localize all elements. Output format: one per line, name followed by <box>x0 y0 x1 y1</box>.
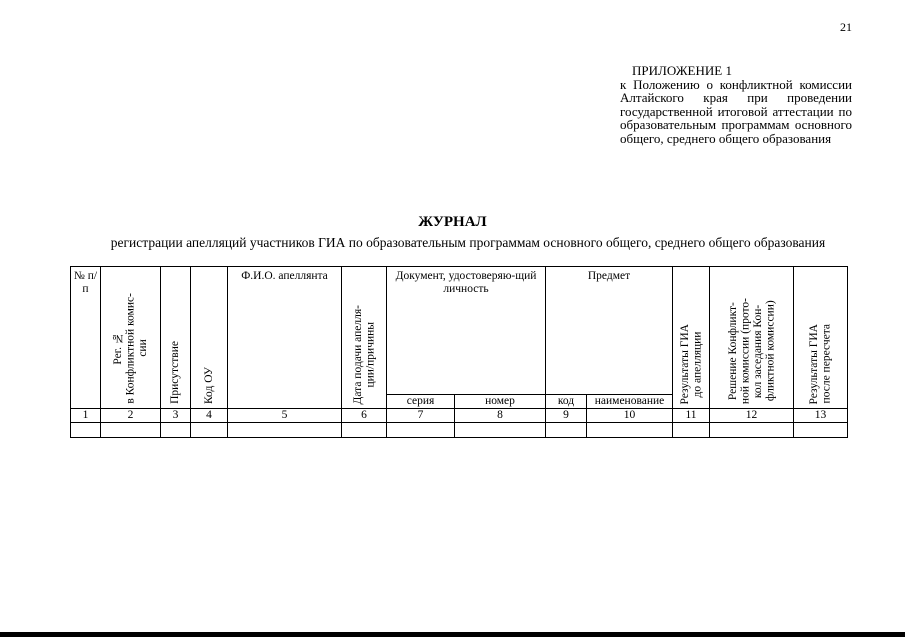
header-date: Дата подачи апелля- ции/причины <box>342 267 387 409</box>
header-attendance: Присутствие <box>161 267 191 409</box>
column-number: 1 <box>71 409 101 423</box>
page-number: 21 <box>840 20 852 34</box>
table-cell <box>455 423 546 438</box>
table-cell <box>101 423 161 438</box>
header-ou-code: Код ОУ <box>191 267 228 409</box>
table-cell <box>161 423 191 438</box>
table-cell <box>710 423 794 438</box>
table-cell <box>794 423 848 438</box>
subheader-name: наименование <box>587 395 673 409</box>
header-num: № п/п <box>71 267 101 409</box>
table-cell <box>191 423 228 438</box>
table-cell <box>342 423 387 438</box>
table-cell <box>71 423 101 438</box>
column-number: 8 <box>455 409 546 423</box>
subheader-series: серия <box>387 395 455 409</box>
journal-title: ЖУРНАЛ <box>418 214 487 230</box>
empty-row <box>71 423 848 438</box>
appendix-text: к Положению о конфликтной комиссии Алтайского края при проведении государственной итоговой аттестации по образовательным программам основного общего, среднего общего образования <box>620 76 852 146</box>
header-decision: Решение Конфликт- ной комиссии (прото- кол заседания Кон- фликтной комиссии) <box>710 267 794 409</box>
header-results-before: Результаты ГИА до апелляции <box>673 267 710 409</box>
column-number: 10 <box>587 409 673 423</box>
subheader-code: код <box>546 395 587 409</box>
column-number: 11 <box>673 409 710 423</box>
column-number: 5 <box>228 409 342 423</box>
column-number: 9 <box>546 409 587 423</box>
header-fio: Ф.И.О. апеллянта <box>228 267 342 409</box>
subheader-number: номер <box>455 395 546 409</box>
bottom-scan-border <box>0 632 905 637</box>
journal-subtitle: регистрации апелляций участников ГИА по образовательным программам основного общего, среднего общего образования <box>110 235 826 250</box>
appendix-title: ПРИЛОЖЕНИЕ 1 <box>632 63 732 78</box>
column-number: 12 <box>710 409 794 423</box>
table-cell <box>228 423 342 438</box>
column-number: 13 <box>794 409 848 423</box>
header-row <box>71 267 848 395</box>
table-cell <box>587 423 673 438</box>
table-cell <box>387 423 455 438</box>
appeals-register-table <box>70 266 848 438</box>
header-reg-number: Рег. № в Конфликтной комис- сии <box>101 267 161 409</box>
column-number: 3 <box>161 409 191 423</box>
header-subject: Предмет <box>546 267 673 395</box>
column-number: 6 <box>342 409 387 423</box>
header-document: Документ, удостоверяю-щий личность <box>387 267 546 395</box>
table-cell <box>546 423 587 438</box>
column-number: 2 <box>101 409 161 423</box>
column-number: 4 <box>191 409 228 423</box>
column-number: 7 <box>387 409 455 423</box>
appendix-block <box>620 64 852 146</box>
table-cell <box>673 423 710 438</box>
header-results-after: Результаты ГИА после пересчета <box>794 267 848 409</box>
column-numbers-row <box>71 409 848 423</box>
